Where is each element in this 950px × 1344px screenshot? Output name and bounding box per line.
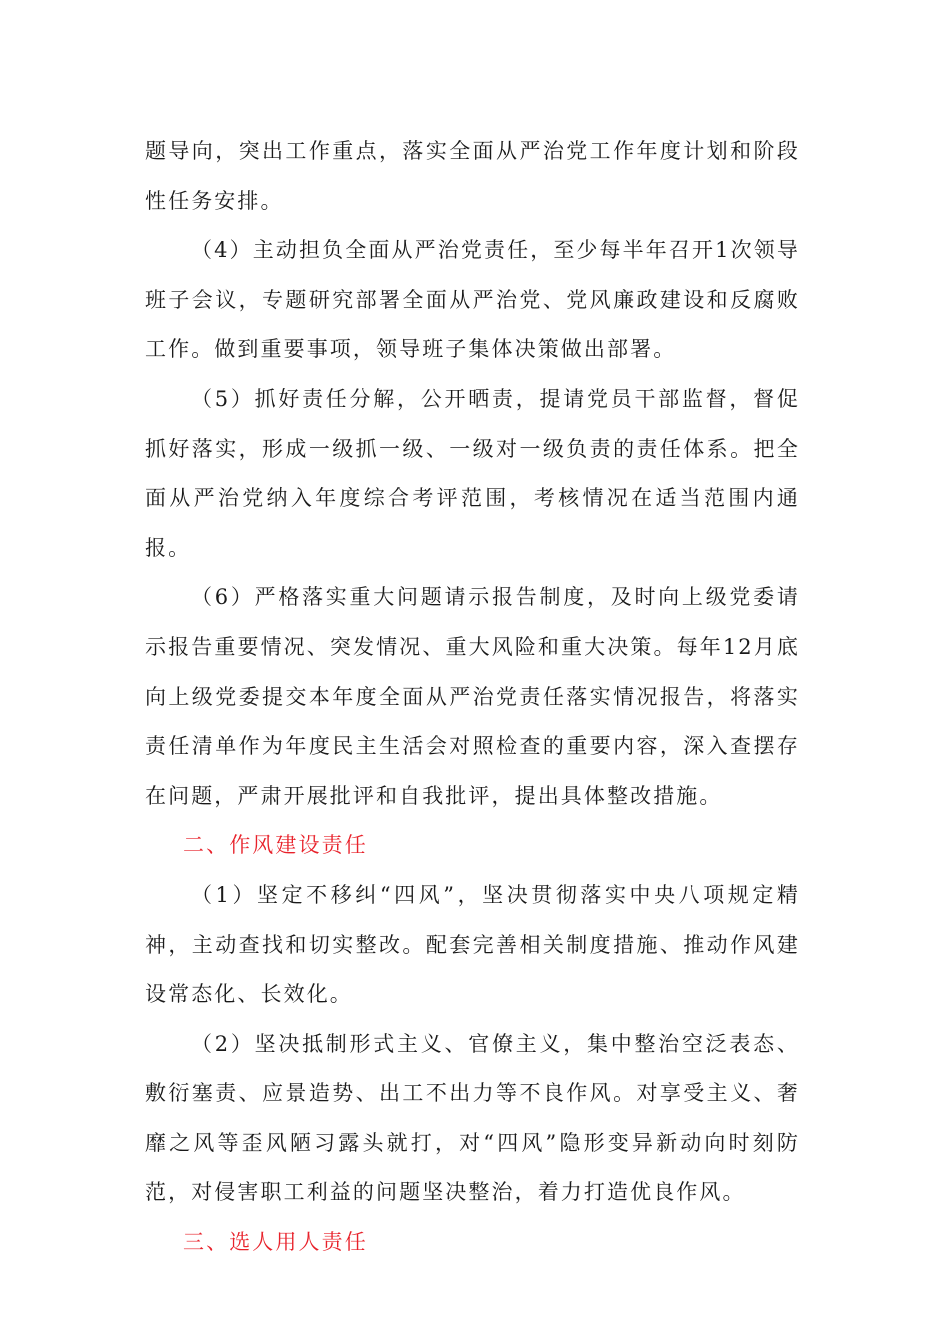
paragraph-work-style-2: （2）坚决抵制形式主义、官僚主义，集中整治空泛表态、敷衍塞责、应景造势、出工不出力等不良作风。对享受主义、奢靡之风等歪风陋习露头就打，对“四风”隐形变异新动向时刻防范，对侵害职工利益的问题坚决整治，着力打造优良作风。: [145, 1031, 800, 1205]
paragraph-item-6: （6）严格落实重大问题请示报告制度，及时向上级党委请示报告重要情况、突发情况、重大风险和重大决策。每年12月底向上级党委提交本年度全面从严治党责任落实情况报告，将落实责任清单作为年度民主生活会对照检查的重要内容，深入查摆存在问题，严肃开展批评和自我批评，提出具体整改措施。: [145, 585, 800, 808]
paragraph-item-4: （4）主动担负全面从严治党责任，至少每半年召开1次领导班子会议，专题研究部署全面从严治党、党风廉政建设和反腐败工作。做到重要事项，领导班子集体决策做出部署。: [145, 238, 800, 362]
paragraph-work-style-1: （1）坚定不移纠“四风”，坚决贯彻落实中央八项规定精神，主动查找和切实整改。配套完善相关制度措施、推动作风建设常态化、长效化。: [145, 882, 800, 1007]
paragraph-continuation: 题导向，突出工作重点，落实全面从严治党工作年度计划和阶段性任务安排。: [145, 139, 800, 213]
document-body: [145, 127, 800, 1268]
section-heading-personnel: 三、选人用人责任: [183, 1230, 368, 1255]
paragraph-item-5: （5）抓好责任分解，公开晒责，提请党员干部监督，督促抓好落实，形成一级抓一级、一级对一级负责的责任体系。把全面从严治党纳入年度综合考评范围，考核情况在适当范围内通报。: [145, 386, 800, 560]
section-heading-work-style: 二、作风建设责任: [183, 833, 368, 858]
